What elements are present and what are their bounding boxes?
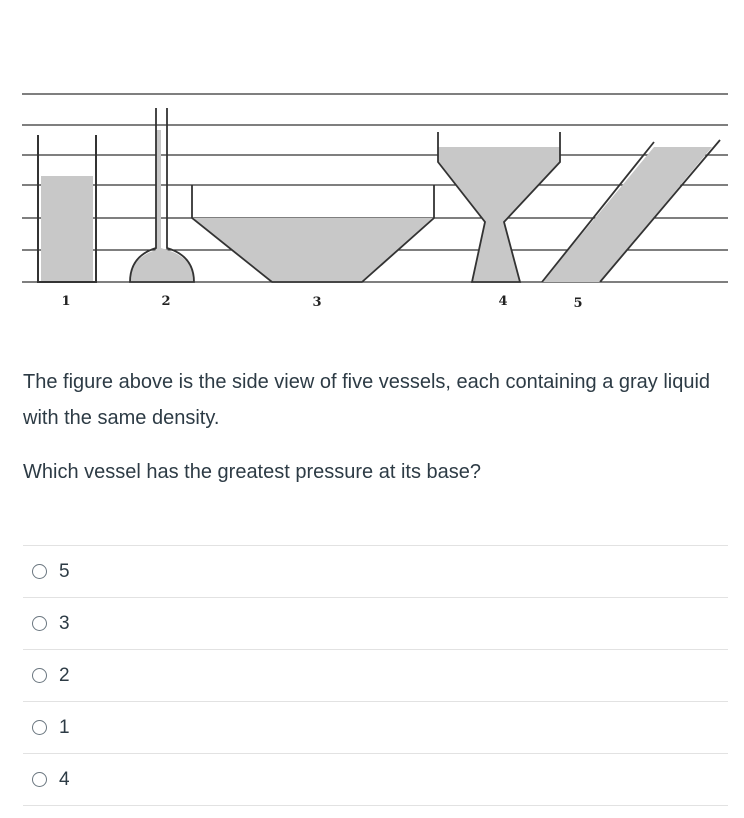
answer-option-2[interactable]	[23, 650, 728, 702]
answer-label: 2	[59, 664, 70, 686]
question-paragraph-2: Which vessel has the greatest pressure at its base?	[23, 461, 482, 483]
radio-button[interactable]	[32, 616, 47, 631]
vessel-labels	[61, 294, 582, 311]
vessel-label-3: 3	[312, 295, 322, 310]
vessel-1	[38, 135, 96, 282]
answer-option-3[interactable]	[23, 598, 728, 650]
radio-button[interactable]	[32, 668, 47, 683]
vessel-label-1: 1	[61, 294, 71, 309]
answer-label: 1	[59, 716, 70, 738]
radio-button[interactable]	[32, 564, 47, 579]
vessel-2	[130, 108, 194, 282]
vessel-4	[438, 132, 560, 282]
answer-option-1[interactable]	[23, 702, 728, 754]
vessel-3	[192, 185, 434, 282]
vessel-label-4: 4	[498, 294, 508, 309]
answer-list	[23, 545, 728, 806]
answer-label: 4	[59, 768, 70, 790]
question-text	[23, 364, 723, 490]
vessels-figure	[22, 90, 728, 320]
answer-label: 3	[59, 612, 70, 634]
answer-option-5[interactable]	[23, 546, 728, 598]
vessel-5	[542, 140, 720, 282]
vessel-label-5: 5	[573, 296, 583, 311]
question-paragraph-1: The figure above is the side view of five vessels, each containing a gray liquid with the same density.	[23, 371, 711, 429]
answer-option-4[interactable]	[23, 754, 728, 806]
radio-button[interactable]	[32, 720, 47, 735]
radio-button[interactable]	[32, 772, 47, 787]
vessel-label-2: 2	[161, 294, 171, 309]
answer-label: 5	[59, 560, 70, 582]
